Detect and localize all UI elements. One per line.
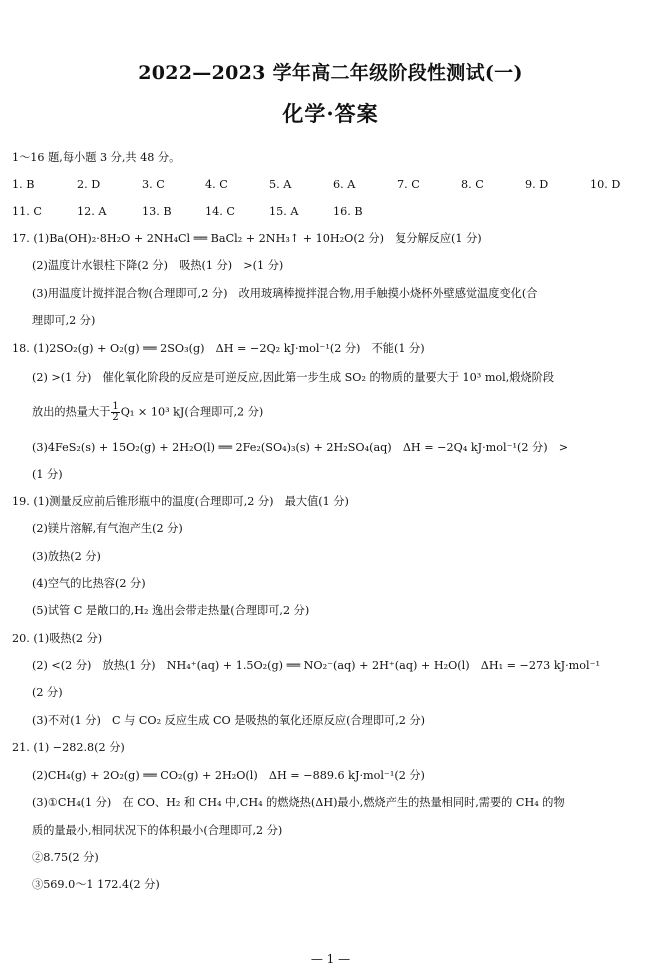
answer-item: 7. C — [397, 178, 420, 191]
answer-item: 10. D — [590, 178, 621, 191]
q18-equation-3: 4FeS₂(s) + 15O₂(g) + 2H₂O(l) ══ 2Fe₂(SO₄)₃(s) + 2H₂SO₄(aq) ΔH = −2Q₄ kJ·mol⁻¹ — [47, 441, 517, 454]
answer-item: 15. A — [269, 205, 299, 218]
q18-text-post: Q₁ × 10³ kJ(合理即可,2 分) — [120, 405, 264, 419]
page-subtitle: 化学·答案 — [282, 101, 379, 126]
intro-text: 1～16 题,每小题 3 分,共 48 分。 — [12, 151, 181, 164]
q17-label: 17. (1) — [12, 232, 50, 245]
q17-score: (2 分) 复分解反应(1 分) — [353, 232, 482, 245]
answer-item: 5. A — [269, 178, 292, 191]
q18-score-3: (2 分) > — [517, 441, 569, 454]
q18-line-3 — [32, 402, 654, 423]
q20-text-pre: (2) <(2 分) 放热(1 分) — [32, 659, 167, 672]
page-number: — 1 — — [310, 952, 351, 966]
q18-line-4 — [32, 440, 654, 455]
q18-equation: 2SO₂(g) + O₂(g) ══ 2SO₃(g) ΔH = −2Q₂ kJ·mol⁻¹ — [49, 342, 330, 355]
q21-line-3: (3)①CH₄(1 分) 在 CO、H₂ 和 CH₄ 中,CH₄ 的燃烧热(ΔH)最小,燃烧产生的热量相同时,需要的 CH₄ 的物 — [32, 796, 565, 809]
q20-line-4: (3)不对(1 分) C 与 CO₂ 反应生成 CO 是吸热的氧化还原反应(合理即可,2 分) — [32, 714, 426, 727]
q21-line-6: ③569.0～1 172.4(2 分) — [32, 878, 160, 891]
answer-item: 4. C — [205, 178, 228, 191]
q17-equation: Ba(OH)₂·8H₂O + 2NH₄Cl ══ BaCl₂ + 2NH₃↑ + 10H₂O — [49, 232, 354, 245]
q19-line-4: (4)空气的比热容(2 分) — [32, 577, 146, 590]
q20-equation: NH₄⁺(aq) + 1.5O₂(g) ══ NO₂⁻(aq) + 2H⁺(aq) + H₂O(l) ΔH₁ = −273 kJ·mol⁻¹ — [166, 659, 600, 672]
q18-score: (2 分) 不能(1 分) — [329, 342, 425, 355]
q21-line-4: 质的量最小,相同状况下的体积最小(合理即可,2 分) — [32, 824, 283, 837]
fraction-one-half: $\frac{1}{2}$ — [112, 401, 119, 423]
answer-item: 2. D — [77, 178, 101, 191]
q21-line-1: 21. (1) −282.8(2 分) — [12, 741, 125, 754]
answer-item: 1. B — [12, 178, 35, 191]
page-title: 2022—2023 学年高二年级阶段性测试(一) — [138, 62, 523, 84]
q18-label: 18. (1) — [12, 342, 50, 355]
q18-label-3: (3) — [32, 441, 48, 454]
q19-line-1: 19. (1)测量反应前后锥形瓶中的温度(合理即可,2 分) 最大值(1 分) — [12, 495, 349, 508]
q17-line-1 — [12, 231, 654, 246]
q18-line-1 — [12, 341, 654, 356]
answer-item: 3. C — [142, 178, 165, 191]
q19-line-2: (2)镁片溶解,有气泡产生(2 分) — [32, 522, 183, 535]
q18-line-2: (2) >(1 分) 催化氧化阶段的反应是可逆反应,因此第一步生成 SO₂ 的物质的量要大于 10³ mol,煅烧阶段 — [32, 371, 555, 384]
answer-item: 8. C — [461, 178, 484, 191]
q21-label-2: (2) — [32, 769, 48, 782]
answer-item: 9. D — [525, 178, 549, 191]
answer-item: 11. C — [12, 205, 42, 218]
q18-text-pre: 放出的热量大于 — [32, 405, 111, 419]
q20-line-1: 20. (1)吸热(2 分) — [12, 632, 103, 645]
answer-item: 13. B — [142, 205, 172, 218]
answer-item: 12. A — [77, 205, 107, 218]
answer-item: 6. A — [333, 178, 356, 191]
q20-line-2 — [32, 658, 654, 673]
q18-line-5: (1 分) — [32, 468, 63, 481]
q17-line-4: 理即可,2 分) — [32, 314, 96, 327]
q17-line-2: (2)温度计水银柱下降(2 分) 吸热(1 分) >(1 分) — [32, 259, 284, 272]
answer-item: 16. B — [333, 205, 363, 218]
q19-line-5: (5)试管 C 是敞口的,H₂ 逸出会带走热量(合理即可,2 分) — [32, 604, 310, 617]
answer-item: 14. C — [205, 205, 235, 218]
q21-equation: CH₄(g) + 2O₂(g) ══ CO₂(g) + 2H₂O(l) ΔH = −889.6 kJ·mol⁻¹ — [47, 769, 395, 782]
q17-line-3: (3)用温度计搅拌混合物(合理即可,2 分) 改用玻璃棒搅拌混合物,用手触摸小烧杯外壁感觉温度变化(合 — [32, 287, 538, 300]
q21-score-2: (2 分) — [394, 769, 425, 782]
q19-line-3: (3)放热(2 分) — [32, 550, 101, 563]
q20-line-3: (2 分) — [32, 686, 63, 699]
q21-line-5: ②8.75(2 分) — [32, 851, 99, 864]
q21-line-2 — [32, 768, 654, 783]
